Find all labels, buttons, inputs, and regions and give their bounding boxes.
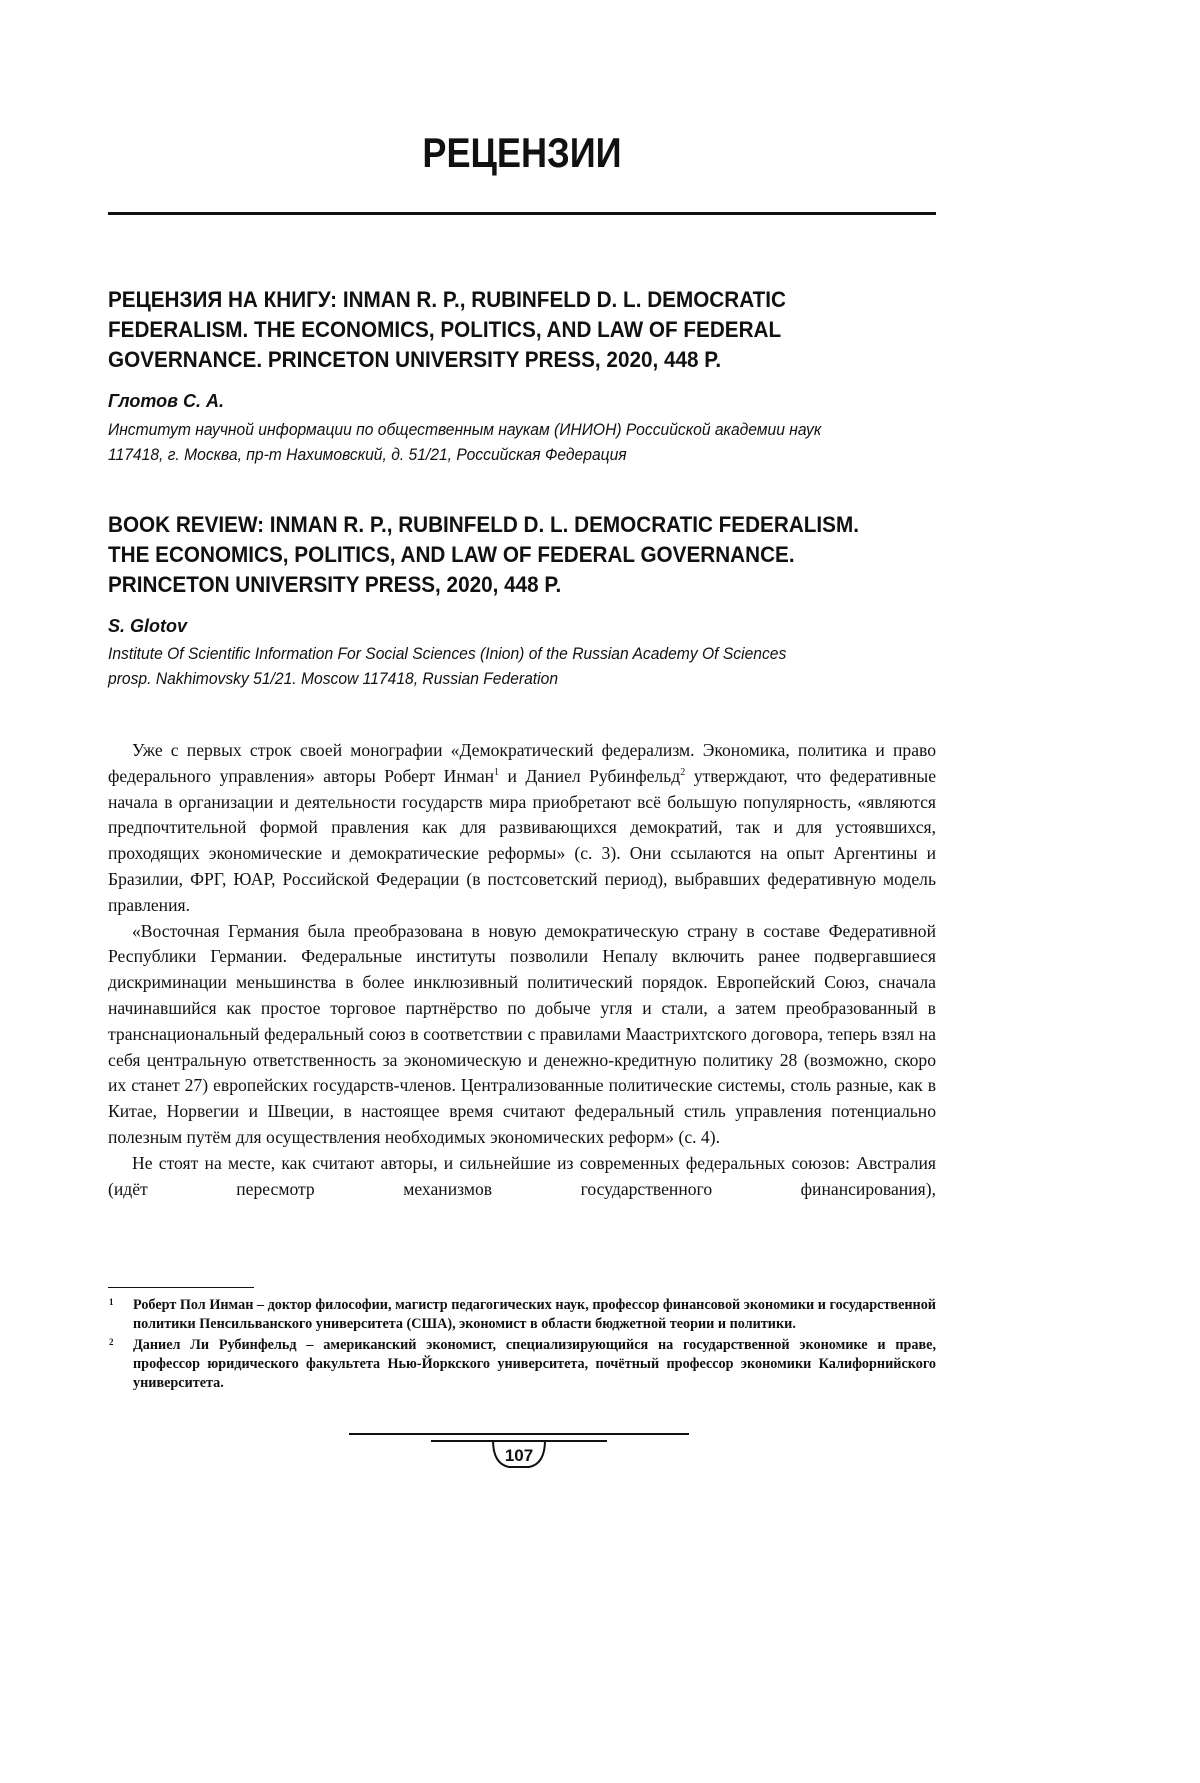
page-number: 107 xyxy=(504,1446,534,1465)
review-title-ru-line: FEDERALISM. THE ECONOMICS, POLITICS, AND LAW OF FEDERAL xyxy=(108,317,782,342)
affiliation-en-line: prosp. Nakhimovsky 51/21. Moscow 117418, Russian Federation xyxy=(108,669,559,688)
footnote-text: Роберт Пол Инман – доктор философии, магистр педагогических наук, профессор финансовой экономики и государственной политики Пенсильванского университета (США), экономист в области бюджетной теории и политики. xyxy=(133,1297,936,1332)
review-title-ru-line: РЕЦЕНЗИЯ НА КНИГУ: INMAN R. P., RUBINFELD D. L. DEMOCRATIC xyxy=(108,287,786,312)
footnotes xyxy=(108,1296,936,1395)
author-ru: Глотов С. А. xyxy=(108,391,224,411)
affiliation-en-line: Institute Of Scientific Information For Social Sciences (Inion) of the Russian Academy Of Sciences xyxy=(108,644,787,663)
body-paragraph xyxy=(108,738,936,919)
page-number-badge xyxy=(489,1440,549,1470)
footnote xyxy=(108,1336,936,1393)
body-text-run: утверждают, что федеративные начала в организации и деятельности государств мира приобретают всё большую популярность, «являются предпочтительной формой правления как для развивающихся демократий, так и для устоявшихся, проходящих экономические и демократические реформы» (с. 3). Они ссылаются на опыт Аргентины и Бразилии, ФРГ, ЮАР, Российской Федерации (в постсоветский период), выбравших федеративную модель правления. xyxy=(108,765,937,915)
title-divider xyxy=(108,212,936,215)
body-text-run: и Даниел Рубинфельд xyxy=(499,765,681,786)
review-title-en xyxy=(108,510,936,600)
footnote-divider xyxy=(108,1287,254,1288)
review-title-ru xyxy=(108,285,936,375)
footnote-number: 1 xyxy=(109,1297,114,1307)
review-title-en-line: PRINCETON UNIVERSITY PRESS, 2020, 448 P. xyxy=(108,572,562,597)
footnote-ref: 2 xyxy=(680,766,686,778)
footnote-ref: 1 xyxy=(494,766,500,778)
footnote-number: 2 xyxy=(109,1337,114,1347)
affiliation-ru-line: 117418, г. Москва, пр-т Нахимовский, д. 51/21, Российская Федерация xyxy=(108,445,627,464)
affiliation-en xyxy=(108,641,936,691)
review-body xyxy=(108,738,936,1202)
body-text-run: Уже с первых строк своей монографии «Демократический федерализм. Экономика, политика и право федерального управления» авторы Роберт Инман xyxy=(108,740,936,786)
affiliation-ru-line: Институт научной информации по общественным наукам (ИНИОН) Российской академии наук xyxy=(108,420,822,439)
author-en: S. Glotov xyxy=(108,616,188,636)
body-paragraph: Не стоят на месте, как считают авторы, и сильнейшие из современных федеральных союзов: Австралия (идёт пересмотр механизмов государственного финансирования), xyxy=(108,1152,936,1199)
footnote xyxy=(108,1296,936,1334)
review-title-en-line: BOOK REVIEW: INMAN R. P., RUBINFELD D. L. DEMOCRATIC FEDERALISM. xyxy=(108,512,859,537)
body-paragraph: «Восточная Германия была преобразована в новую демократическую страну в составе Федеративной Республики Германии. Федеральные институты позволили Непалу включить ранее подвергавшиеся дискриминации меньшинства в более инклюзивный политический порядок. Европейский Союз, сначала начинавшийся как простое торговое партнёрство по добыче угля и стали, а затем преобразованный в транснациональный федеральный союз в соответствии с правилами Маастрихтского договора, теперь взял на себя центральную ответственность за экономическую и денежно-кредитную политику 28 (возможно, скоро их станет 27) европейских государств-членов. Централизованные политические системы, столь разные, как в Китае, Норвегии и Швеции, в настоящее время считают федеральный стиль управления потенциально полезным путём для осуществления необходимых экономических реформ» (с. 4). xyxy=(108,920,936,1147)
section-title: РЕЦЕНЗИИ xyxy=(422,129,622,176)
affiliation-ru xyxy=(108,417,936,467)
footer-rule xyxy=(349,1433,689,1435)
review-title-en-line: THE ECONOMICS, POLITICS, AND LAW OF FEDERAL GOVERNANCE. xyxy=(108,542,795,567)
footnote-text: Даниел Ли Рубинфельд – американский экономист, специализирующийся на государственной экономике и праве, профессор юридического факультета Нью-Йоркского университета, почётный профессор экономики Калифорнийского университета. xyxy=(133,1337,936,1391)
review-title-ru-line: GOVERNANCE. PRINCETON UNIVERSITY PRESS, 2020, 448 P. xyxy=(108,347,722,372)
